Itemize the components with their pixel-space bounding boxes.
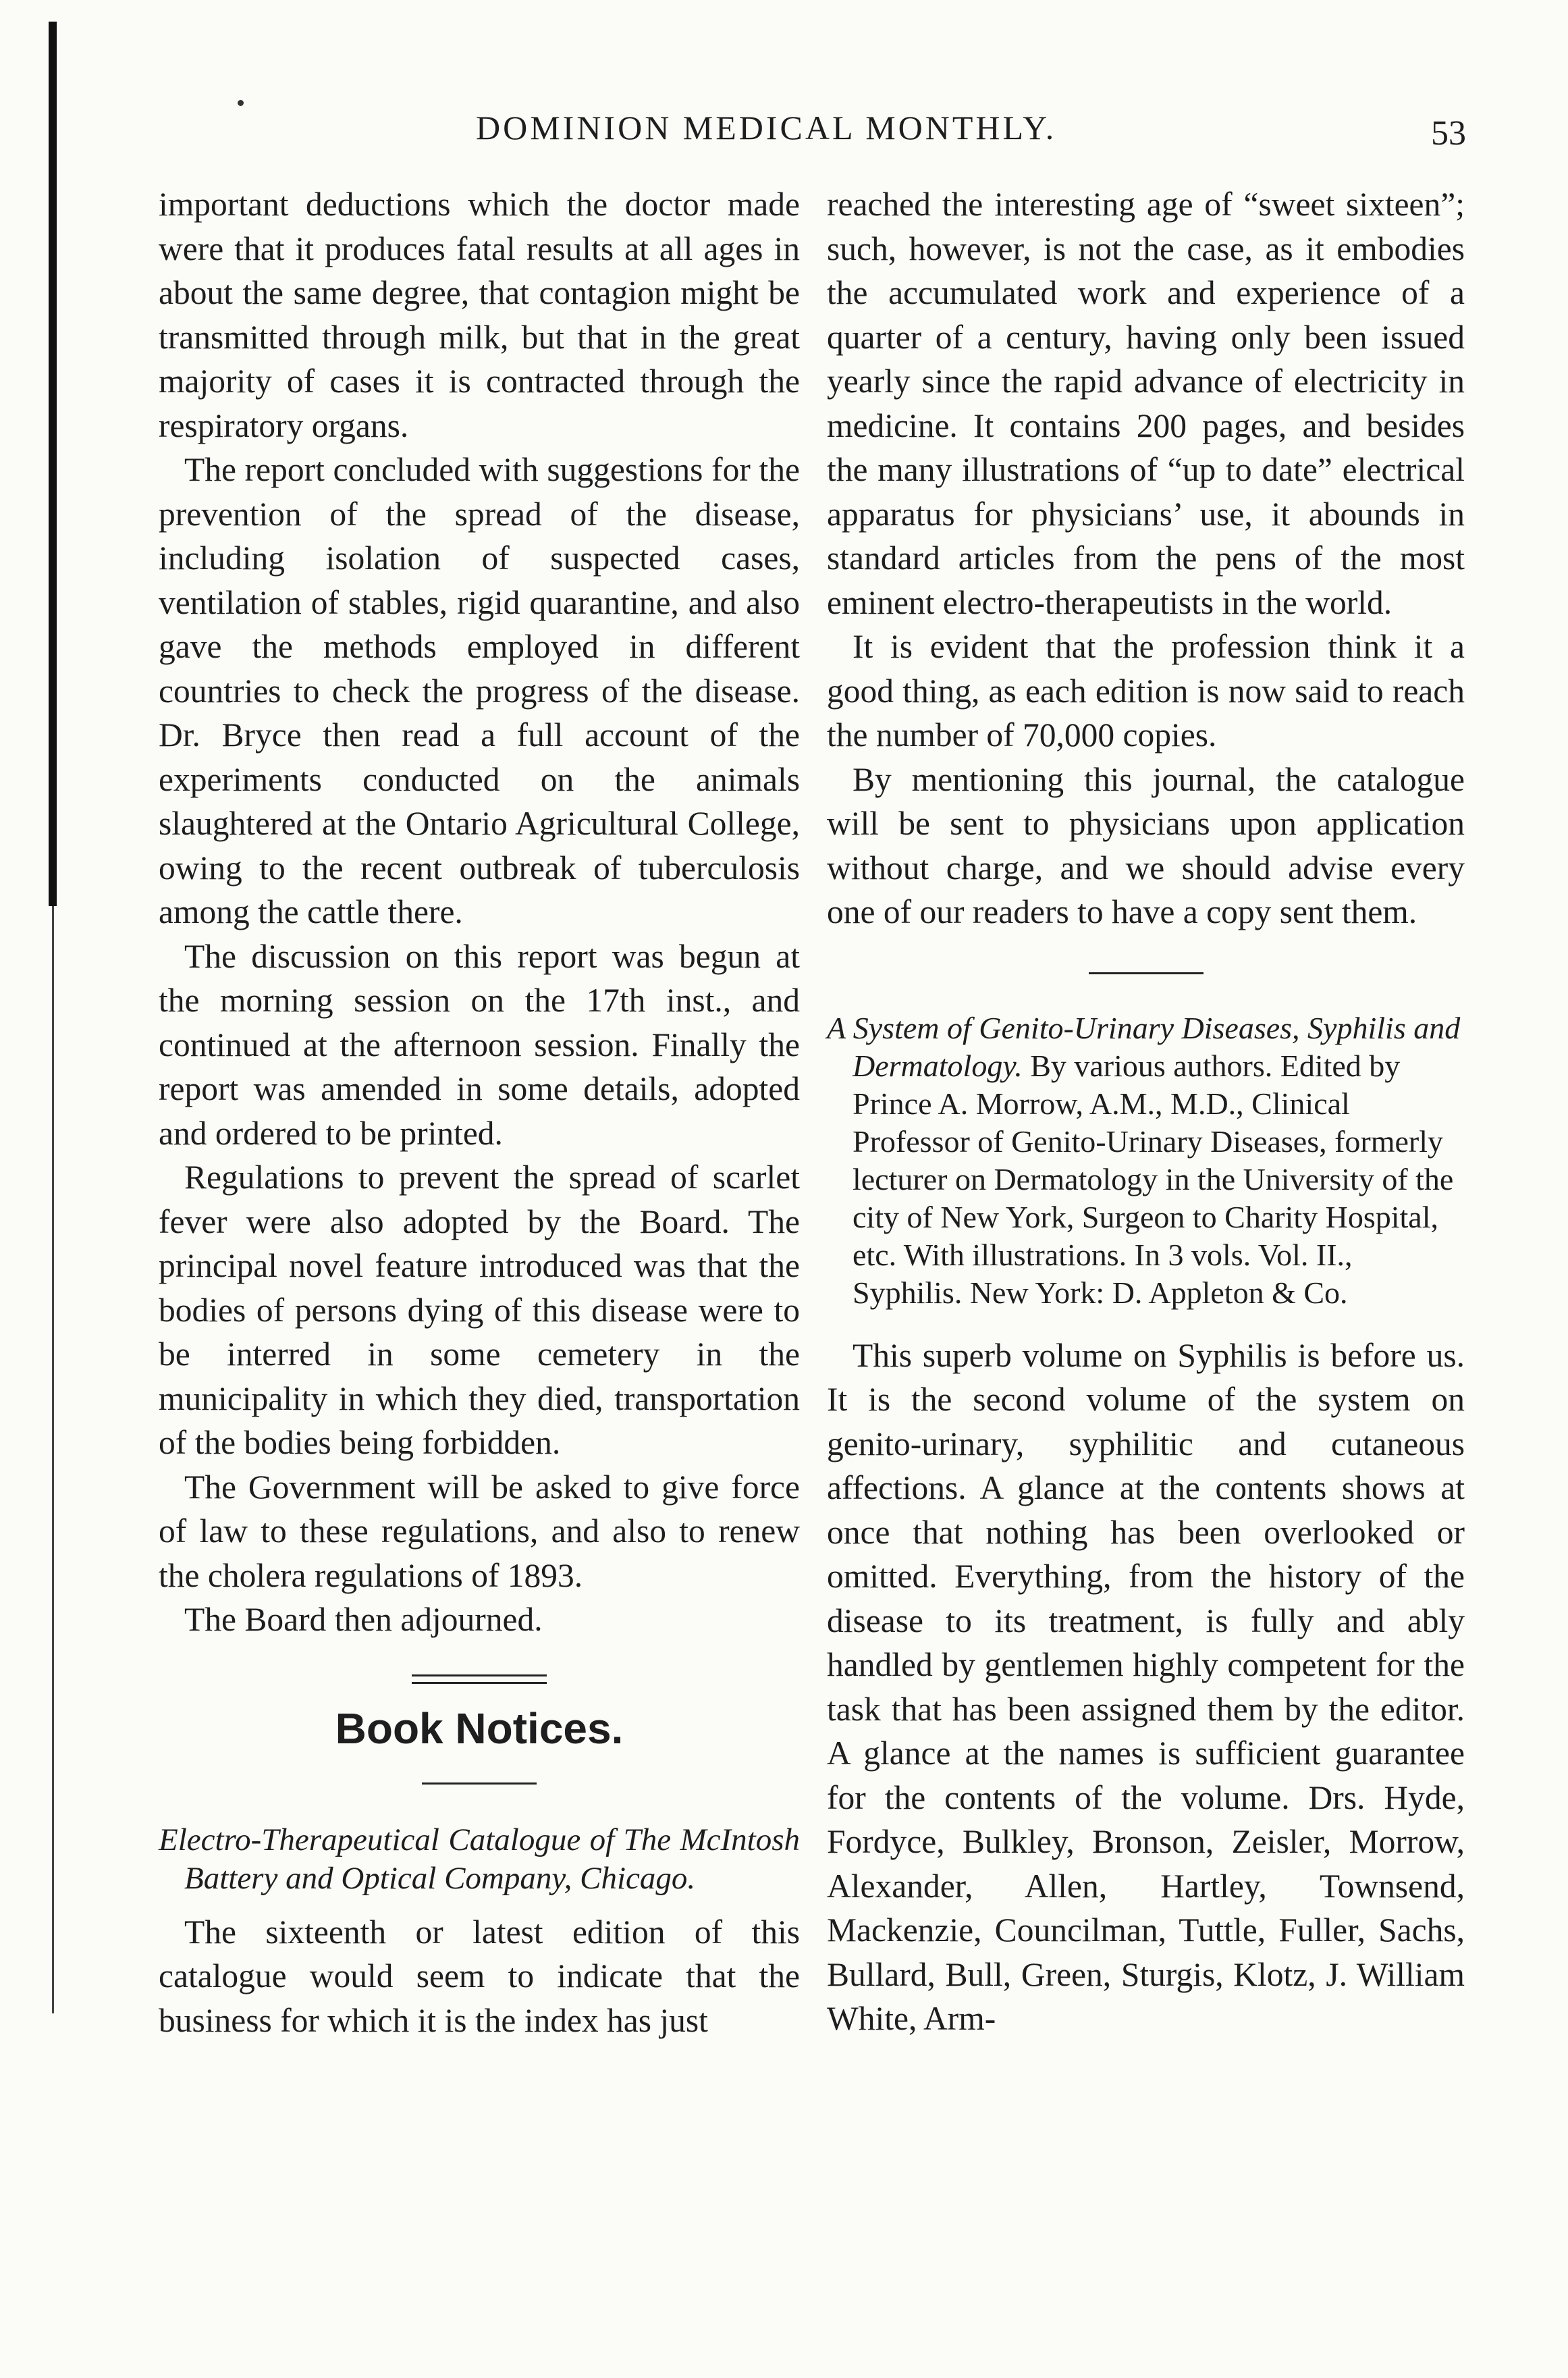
running-title: DOMINION MEDICAL MONTHLY. — [476, 109, 1057, 147]
paragraph: It is evident that the profession think it a good thing, as each edition is now said to reach the number of 70,000 copies. — [827, 628, 1465, 754]
page-edge-line — [52, 906, 54, 2013]
paragraph: The report concluded with suggestions for the prevention of the spread of the disease, including isolation of suspected cases, ventilation of stables, rigid quarantine, and also gave the methods employed in different countries to check the progress of the disease. Dr. Bryce then read a full account of the experiments conducted on the animals slaughtered at the Ontario Agricultural College, owing to the recent outbreak of tuberculosis among the cattle there. — [159, 451, 800, 930]
paragraph: Regulations to prevent the spread of scarlet fever were also adopted by the Board. The principal novel feature introduced was that the bodies of persons dying of this disease were to be interred in some cemetery in the municipality in which they died, transportation of the bodies being forbidden. — [159, 1159, 800, 1461]
right-column — [827, 182, 1465, 2041]
double-rule-divider — [412, 1674, 547, 1684]
paragraph: By mentioning this journal, the catalogue will be sent to physicians upon application without charge, and we should advise every one of our readers to have a copy sent them. — [827, 760, 1465, 930]
paragraph: This superb volume on Syphilis is before us. It is the second volume of the system on genito-urinary, syphilitic and cutaneous affections. A glance at the contents shows at once that nothing has been overlooked or omitted. Everything, from the history of the disease to its treatment, is fully and ably handled by gentlemen highly competent for the task that has been assigned them by the editor. A glance at the names is sufficient guarantee for the contents of the volume. Drs. Hyde, Fordyce, Bulkley, Bronson, Zeisler, Morrow, Alexander, Allen, Hartley, Townsend, Mackenzie, Councilman, Tuttle, Fuller, Sachs, Bullard, Bull, Green, Sturgis, Klotz, J. William White, Arm- — [827, 1336, 1465, 2037]
book-notice-title: A System of Genito-Urinary Diseases, Syphilis and Dermatology. — [827, 1010, 1461, 1083]
paragraph: The Government will be asked to give force of law to these regulations, and also to renew the cholera regulations of 1893. — [159, 1468, 800, 1594]
book-notice-details: By various authors. Edited by Prince A. Morrow, A.M., M.D., Clinical Professor of Genito-Urinary Diseases, formerly lecturer on Dermatology in the University of the city of New York, Surgeon to Charity Hospital, etc. With illustrations. In 3 vols. Vol. II., Syphilis. New York: D. Appleton & Co. — [853, 1048, 1454, 1310]
paragraph: The Board then adjourned. — [184, 1601, 543, 1638]
paragraph: important deductions which the doctor made were that it produces fatal results at all ages in about the same degree, that contagion might be transmitted through milk, but that in the great majority of cases it is contracted through the respiratory organs. — [159, 186, 800, 444]
paragraph: The discussion on this report was begun at the morning session on the 17th inst., and continued at the afternoon session. Finally the report was amended in some details, adopted and ordered to be printed. — [159, 937, 800, 1152]
book-notice-entry — [827, 1009, 1465, 1312]
page-number: 53 — [1431, 114, 1466, 153]
section-heading: Book Notices. — [335, 1703, 624, 1753]
paragraph: reached the interesting age of “sweet sixteen”; such, however, is not the case, as it embodies the accumulated work and experience of a quarter of a century, having only been issued yearly since the rapid advance of electricity in medicine. It contains 200 pages, and besides the many illustrations of “up to date” electrical apparatus for physicians’ use, it abounds in standard articles from the pens of the most eminent electro-therapeutists in the world. — [827, 186, 1465, 621]
running-header — [0, 101, 1568, 162]
left-column — [159, 182, 800, 2042]
paragraph: The sixteenth or latest edition of this catalogue would seem to indicate that the business for which it is the index has just — [159, 1913, 800, 2039]
book-notice-title: Electro-Therapeutical Catalogue of The McIntosh Battery and Optical Company, Chicago. — [159, 1822, 800, 1896]
